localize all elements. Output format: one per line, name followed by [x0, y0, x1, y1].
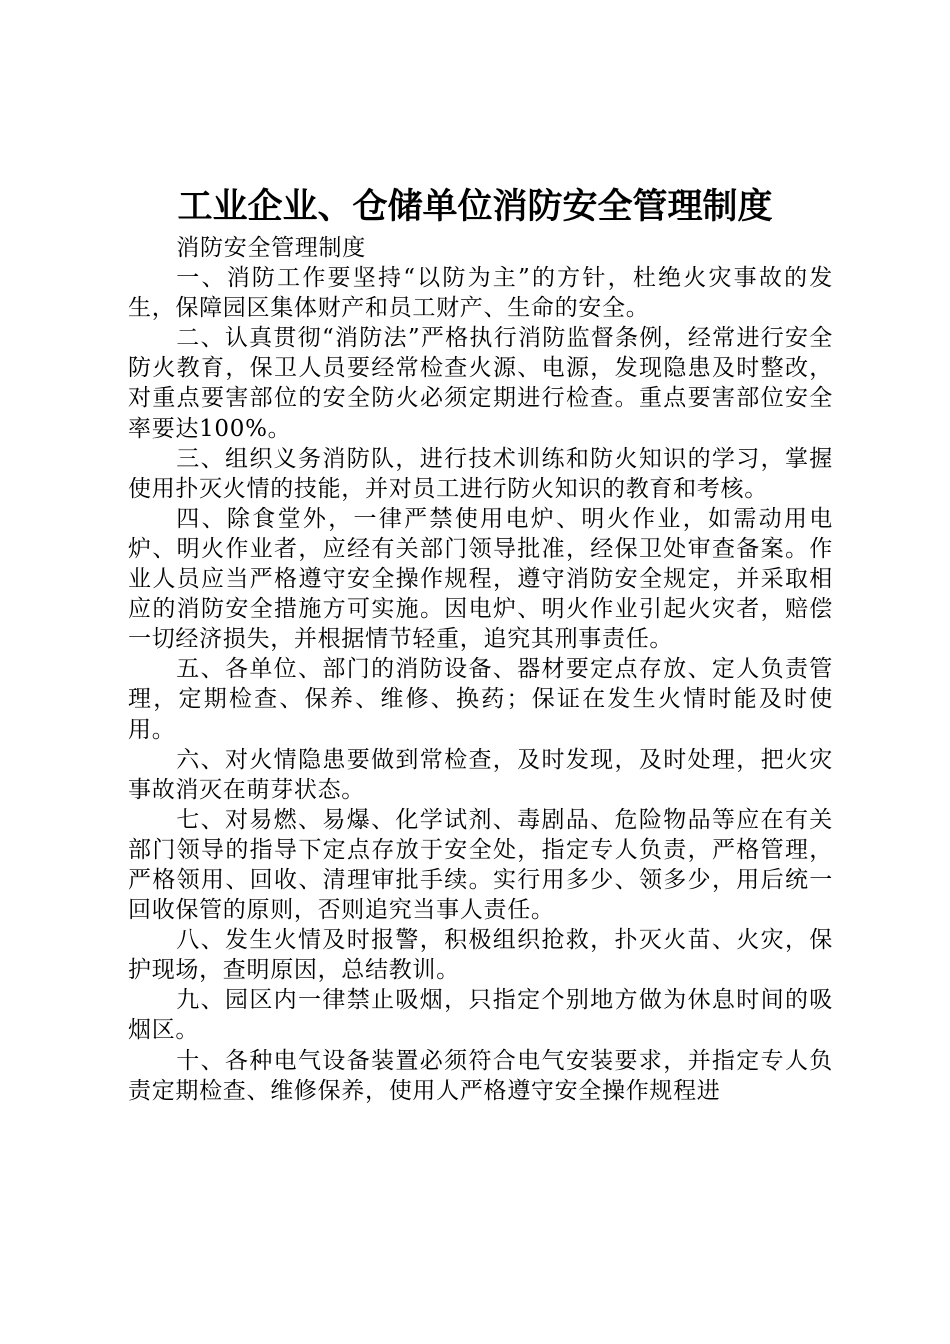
paragraph-7: 七、对易燃、易爆、化学试剂、毒剧品、危险物品等应在有关部门领导的指导下定点存放于安全处，指定专人负责，严格管理，严格领用、回收、清理审批手续。实行用多少、领多少，用后统一回收保管的原则，否则追究当事人责任。 [128, 806, 833, 924]
paragraph-1: 一、消防工作要坚持“以防为主”的方针，杜绝火灾事故的发生，保障园区集体财产和员工财产、生命的安全。 [128, 265, 833, 322]
paragraph-3: 三、组织义务消防队，进行技术训练和防火知识的学习，掌握使用扑灭火情的技能，并对员工进行防火知识的教育和考核。 [128, 445, 833, 502]
paragraph-4: 四、除食堂外，一律严禁使用电炉、明火作业，如需动用电炉、明火作业者，应经有关部门领导批准，经保卫处审查备案。作业人员应当严格遵守安全操作规程，遵守消防安全规定，并采取相应的消防安全措施方可实施。因电炉、明火作业引起火灾者，赔偿一切经济损失，并根据情节轻重，追究其刑事责任。 [128, 505, 833, 653]
paragraph-2: 二、认真贯彻“消防法”严格执行消防监督条例，经常进行安全防火教育，保卫人员要经常检查火源、电源，发现隐患及时整改，对重点要害部位的安全防火必须定期进行检查。重点要害部位安全率要达100%。 [128, 325, 833, 442]
paragraph-8: 八、发生火情及时报警，积极组织抢救，扑灭火苗、火灾，保护现场，查明原因，总结教训。 [128, 927, 833, 984]
document-body [128, 233, 833, 1106]
section-heading: 消防安全管理制度 [176, 235, 366, 261]
paragraph-10: 十、各种电气设备装置必须符合电气安装要求，并指定专人负责定期检查、维修保养，使用人严格遵守安全操作规程进 [128, 1047, 833, 1104]
document-title: 工业企业、仓储单位消防安全管理制度 [177, 186, 773, 227]
paragraph-9: 九、园区内一律禁止吸烟，只指定个别地方做为休息时间的吸烟区。 [128, 987, 833, 1044]
paragraph-5: 五、各单位、部门的消防设备、器材要定点存放、定人负责管理，定期检查、保养、维修、换药；保证在发生火情时能及时使用。 [128, 656, 833, 743]
paragraph-6: 六、对火情隐患要做到常检查，及时发现，及时处理，把火灾事故消灭在萌芽状态。 [128, 746, 833, 803]
